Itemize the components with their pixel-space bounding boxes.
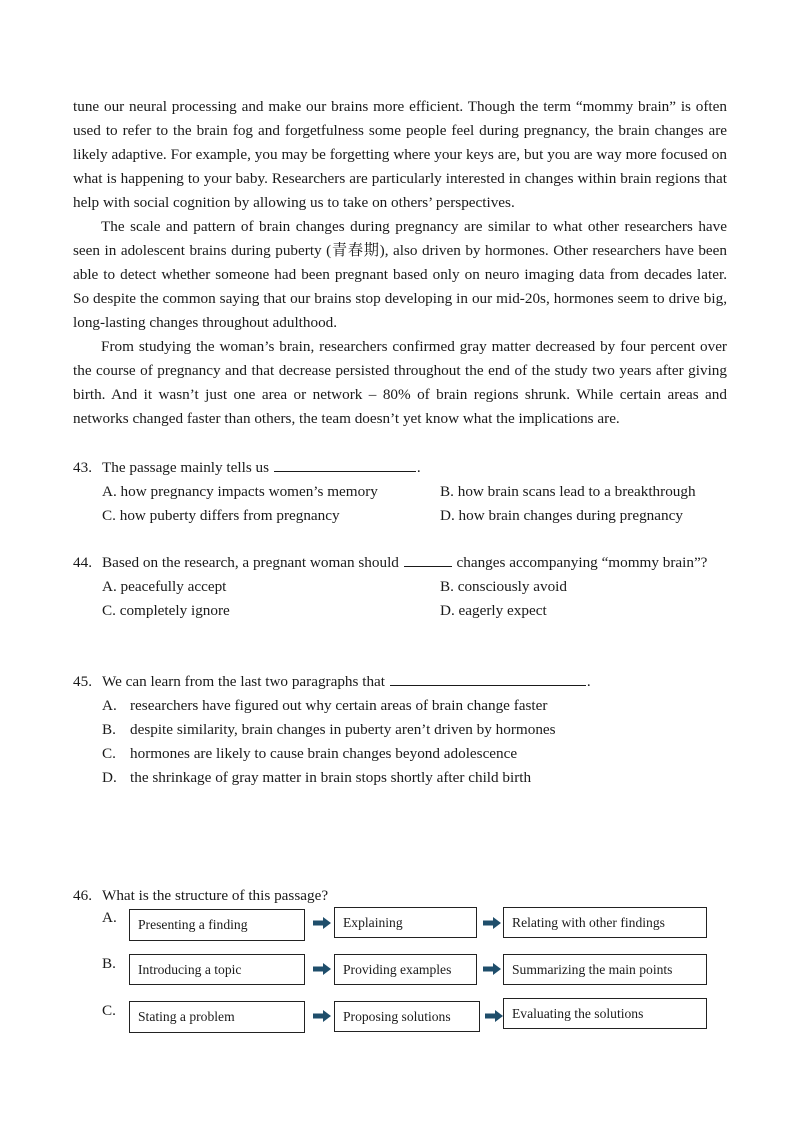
option-c[interactable]: C. hormones are likely to cause brain changes beyond adolescence: [102, 745, 518, 762]
answer-blank: [274, 456, 416, 472]
question-45: [73, 670, 727, 790]
flow-box-step-1: Presenting a finding: [129, 909, 305, 941]
flow-box-step-1: Stating a problem: [129, 1001, 305, 1033]
option-d[interactable]: D. how brain changes during pregnancy: [440, 507, 683, 524]
option-b[interactable]: B. despite similarity, brain changes in puberty aren’t driven by hormones: [102, 721, 556, 738]
question-stem: The passage mainly tells us .: [102, 456, 727, 480]
flow-option-a[interactable]: [73, 908, 733, 948]
right-arrow-icon: [483, 963, 501, 975]
flow-box-step-2: Providing examples: [334, 954, 477, 985]
flow-box-step-1: Introducing a topic: [129, 954, 305, 985]
question-stem: What is the structure of this passage?: [102, 887, 329, 904]
question-stem: We can learn from the last two paragraphs that .: [102, 670, 727, 694]
flow-box-step-2: Proposing solutions: [334, 1001, 480, 1032]
flow-box-step-3: Relating with other findings: [503, 907, 707, 938]
reading-passage: [73, 95, 727, 431]
option-a[interactable]: A. peacefully accept: [102, 578, 227, 595]
option-b[interactable]: B. consciously avoid: [440, 578, 567, 595]
passage-paragraph-2: The scale and pattern of brain changes during pregnancy are similar to what other researchers have seen in adolescent brains during puberty (青春期), also driven by hormones. Other researchers have been able to detect whether someone had been pregnant based only on neuro imaging data from decades later. So despite the common saying that our brains stop developing in our mid-20s, hormones seem to drive big, long-lasting changes throughout adulthood.: [73, 218, 727, 331]
option-c[interactable]: C. how puberty differs from pregnancy: [102, 507, 340, 524]
question-46: [73, 884, 727, 908]
flow-box-step-3: Evaluating the solutions: [503, 998, 707, 1029]
option-b[interactable]: B. how brain scans lead to a breakthrough: [440, 483, 696, 500]
right-arrow-icon: [313, 1010, 331, 1022]
flow-box-step-3: Summarizing the main points: [503, 954, 707, 985]
passage-paragraph-1: tune our neural processing and make our brains more efficient. Though the term “mommy brain” is often used to refer to the brain fog and forgetfulness some people feel during pregnancy, the brain changes are likely adaptive. For example, you may be forgetting where your keys are, but you are way more focused on what is happening to your baby. Researchers are particularly interested in changes within brain regions that help with social cognition by allowing us to take on others’ perspectives.: [73, 98, 727, 211]
option-letter: A.: [102, 909, 117, 926]
flow-option-b[interactable]: [73, 954, 733, 994]
option-letter: C.: [102, 1002, 116, 1019]
option-c[interactable]: C. completely ignore: [102, 602, 230, 619]
options-list: [102, 694, 727, 790]
answer-blank: [404, 551, 452, 567]
question-number: 45.: [73, 673, 92, 690]
question-44: [73, 551, 727, 623]
option-letter: B.: [102, 955, 116, 972]
question-43: [73, 456, 727, 528]
right-arrow-icon: [313, 917, 331, 929]
answer-blank: [390, 670, 586, 686]
options-grid: [102, 575, 727, 623]
flow-box-step-2: Explaining: [334, 907, 477, 938]
question-number: 43.: [73, 459, 92, 476]
question-number: 44.: [73, 554, 92, 571]
right-arrow-icon: [485, 1010, 503, 1022]
flow-option-c[interactable]: [73, 1001, 733, 1041]
option-d[interactable]: D. the shrinkage of gray matter in brain stops shortly after child birth: [102, 769, 532, 786]
question-stem: Based on the research, a pregnant woman should changes accompanying “mommy brain”?: [102, 551, 727, 575]
options-grid: [102, 480, 727, 528]
option-d[interactable]: D. eagerly expect: [440, 602, 547, 619]
passage-paragraph-3: From studying the woman’s brain, researchers confirmed gray matter decreased by four percent over the course of pregnancy and that decrease persisted throughout the end of the study two years after giving birth. And it wasn’t just one area or network – 80% of brain regions shrunk. While certain areas and networks changed faster than others, the team doesn’t yet know what the implications are.: [73, 338, 727, 427]
question-number: 46.: [73, 887, 92, 904]
right-arrow-icon: [483, 917, 501, 929]
option-a[interactable]: A. researchers have figured out why certain areas of brain change faster: [102, 697, 548, 714]
option-a[interactable]: A. how pregnancy impacts women’s memory: [102, 483, 378, 500]
right-arrow-icon: [313, 963, 331, 975]
